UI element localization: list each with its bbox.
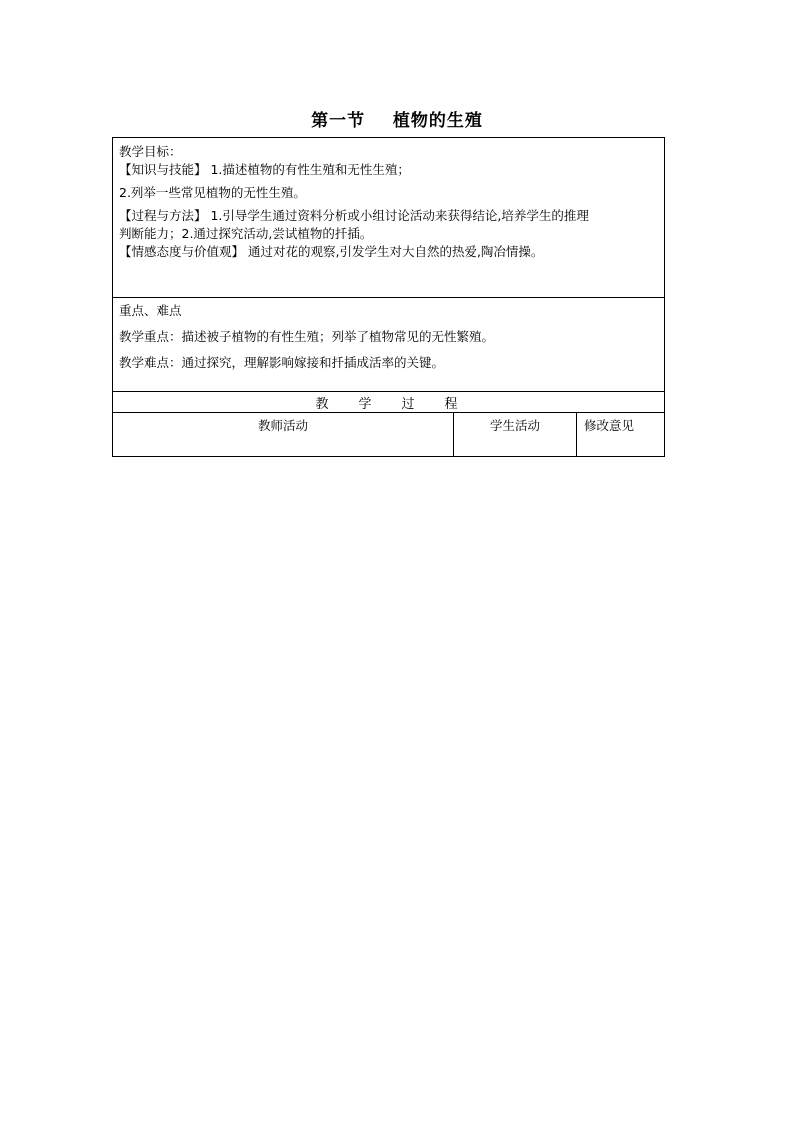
objectives-section bbox=[113, 138, 664, 298]
focus-heading: 重点、难点 bbox=[119, 303, 182, 318]
process-method-goal-cont: 判断能力；2.通过探究活动,尝试植物的扦插。 bbox=[119, 226, 373, 241]
page-title: 第一节 植物的生殖 bbox=[311, 111, 483, 131]
knowledge-skills-goal: 【知识与技能】 1.描述植物的有性生殖和无性生殖； bbox=[119, 162, 410, 177]
activity-columns-row bbox=[113, 413, 664, 456]
teacher-activity-cell: 教师活动 bbox=[113, 413, 454, 456]
teaching-process-header: 教学过程 bbox=[113, 392, 664, 413]
lesson-plan-table bbox=[112, 137, 665, 457]
difficulty-point: 教学难点：通过探究，理解影响嫁接和扦插成活率的关键。 bbox=[119, 355, 445, 370]
attitude-values-goal: 【情感态度与价值观】 通过对花的观察,引发学生对大自然的热爱,陶冶情操。 bbox=[119, 244, 544, 259]
key-point: 教学重点：描述被子植物的有性生殖；列举了植物常见的无性繁殖。 bbox=[119, 329, 495, 344]
knowledge-skills-goal-2: 2.列举一些常见植物的无性生殖。 bbox=[119, 185, 306, 200]
revision-notes-cell: 修改意见 bbox=[584, 418, 635, 433]
objectives-heading: 教学目标： bbox=[119, 144, 182, 159]
student-activity-cell: 学生活动 bbox=[454, 413, 577, 456]
focus-section bbox=[113, 298, 664, 392]
process-method-goal: 【过程与方法】 1.引导学生通过资料分析或小组讨论活动来获得结论,培养学生的推理 bbox=[119, 208, 589, 223]
